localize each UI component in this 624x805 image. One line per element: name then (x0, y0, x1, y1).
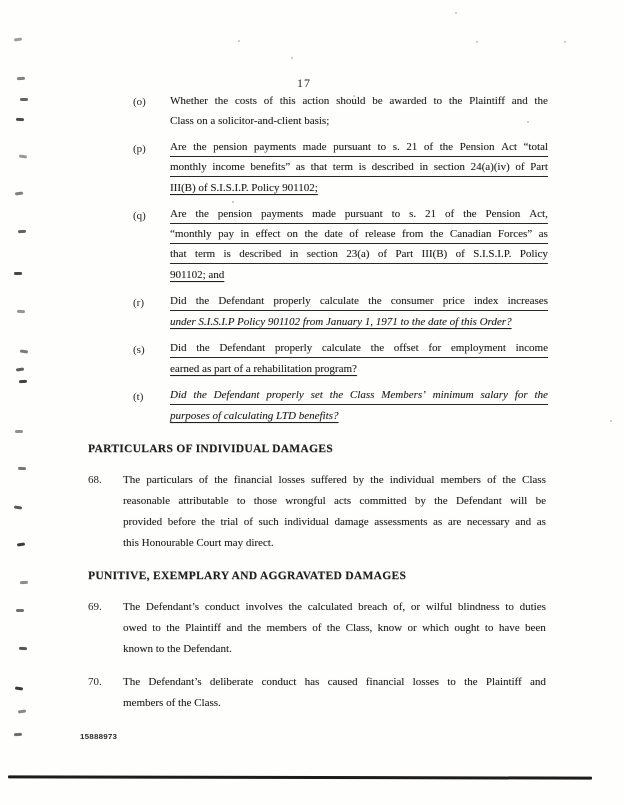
issue-text (170, 92, 548, 132)
left-margin-scan-mark (20, 581, 28, 585)
issue-line: earned as part of a rehabilitation program? (170, 363, 357, 375)
scan-speck (564, 41, 566, 43)
issue-line: 901102; and (170, 269, 225, 281)
issue-text (170, 206, 548, 286)
scan-speck (291, 57, 293, 59)
numbered-paragraph (88, 672, 548, 714)
left-margin-scan-mark (17, 77, 25, 81)
scan-speck (470, 213, 472, 215)
issue-item-o (88, 92, 548, 132)
left-margin-scan-mark (15, 430, 23, 433)
left-margin-scan-mark (14, 37, 22, 41)
issue-text (170, 340, 548, 380)
section-heading: PARTICULARS OF INDIVIDUAL DAMAGES (88, 443, 333, 455)
left-margin-scan-mark (16, 609, 24, 612)
issue-item-s (88, 340, 548, 380)
scan-speck (353, 95, 355, 97)
scan-speck (232, 201, 234, 203)
issue-text (170, 387, 548, 427)
paragraph-line: owed to the Plaintiff and the members of the Class, know or which ought to have been (123, 622, 546, 634)
left-margin-scan-mark (14, 272, 22, 275)
issue-line: Are the pension payments made pursuant to s. 21 of the Pension Act “total (170, 139, 548, 157)
issue-label: (q) (133, 210, 146, 222)
numbered-paragraph (88, 597, 548, 660)
scan-speck (238, 40, 240, 42)
issue-text (170, 139, 548, 199)
paragraph-line: The Defendant’s conduct involves the calculated breach of, or wilful blindness to duties (123, 601, 546, 613)
issue-item-p (88, 139, 548, 199)
issue-line: III(B) of S.I.S.I.P. Policy 901102; (170, 182, 318, 194)
scan-speck (527, 121, 529, 123)
paragraph-line: members of the Class. (123, 697, 221, 709)
paragraph-number: 70. (88, 676, 102, 688)
section-heading: PUNITIVE, EXEMPLARY AND AGGRAVATED DAMAGES (88, 570, 407, 582)
issue-line: Whether the costs of this action should be awarded to the Plaintiff and the (170, 95, 548, 107)
left-margin-scan-mark (14, 733, 22, 737)
issue-line: Are the pension payments made pursuant to s. 21 of the Pension Act, (170, 206, 548, 224)
issue-item-t (88, 387, 548, 427)
issue-line: Did the Defendant properly calculate the offset for employment income (170, 340, 548, 358)
issue-line: Did the Defendant properly calculate the consumer price index increases (170, 293, 548, 311)
left-margin-scan-mark (19, 647, 27, 651)
issue-label: (p) (133, 143, 146, 155)
paragraph-number: 69. (88, 601, 102, 613)
left-margin-scan-mark (15, 686, 23, 690)
scan-speck (476, 41, 478, 43)
left-margin-scan-mark (18, 709, 26, 713)
left-margin-scan-mark (16, 118, 24, 122)
paragraph-line: provided before the trial of such individual damage assessments as are necessary and as (123, 516, 546, 528)
issue-line: under S.I.S.I.P Policy 901102 from January 1, 1971 to the date of this Order? (170, 316, 512, 328)
left-margin-scan-mark (16, 367, 24, 371)
page-edge-scan-line (8, 775, 592, 779)
scan-speck (455, 12, 457, 14)
document-body (88, 92, 548, 726)
issue-line: that term is described in section 23(a) of Part III(B) of S.I.S.I.P. Policy (170, 246, 548, 264)
left-margin-scan-mark (19, 154, 27, 158)
issue-line: Did the Defendant properly set the Class Members’ minimum salary for the (170, 387, 548, 405)
numbered-paragraph (88, 470, 548, 554)
paragraph-line: The Defendant’s deliberate conduct has caused financial losses to the Plaintiff and (123, 676, 546, 688)
left-margin-scan-mark (20, 98, 28, 101)
issue-text (170, 293, 548, 333)
paragraph-line: The particulars of the financial losses suffered by the individual members of the Class (123, 474, 546, 486)
left-margin-scan-mark (14, 505, 22, 509)
issue-label: (o) (133, 96, 146, 108)
issue-line: Class on a solicitor-and-client basis; (170, 115, 330, 127)
issue-item-q (88, 206, 548, 286)
left-margin-scan-mark (17, 542, 25, 546)
paragraph-text (123, 470, 546, 554)
paragraph-text (123, 597, 546, 660)
issue-item-r (88, 293, 548, 333)
paragraph-number: 68. (88, 474, 102, 486)
paragraph-text (123, 672, 546, 714)
issue-line: purposes of calculating LTD benefits? (170, 410, 339, 422)
issue-label: (r) (133, 297, 144, 309)
common-issues-list (88, 92, 548, 427)
left-margin-scan-mark (18, 230, 26, 234)
paragraph-line: known to the Defendant. (123, 643, 232, 655)
left-margin-scan-mark (15, 191, 23, 195)
issue-label: (s) (133, 344, 145, 356)
issue-line: “monthly pay in effect on the date of release from the Canadian Forces” as (170, 226, 548, 244)
issue-line: monthly income benefits” as that term is described in section 24(a)(iv) of Part (170, 159, 548, 177)
issue-label: (t) (133, 391, 144, 403)
document-sections (88, 441, 548, 714)
paragraph-line: this Honourable Court may direct. (123, 537, 274, 549)
paragraph-line: reasonable attributable to those wrongful acts committed by the Defendant will be (123, 495, 546, 507)
page-number: 17 (297, 76, 311, 90)
left-margin-scan-mark (20, 349, 28, 353)
left-margin-scan-mark (17, 310, 25, 314)
left-margin-scan-mark (18, 467, 26, 471)
footer-document-id: 15888973 (80, 732, 118, 741)
scan-speck (610, 420, 612, 422)
left-margin-scan-mark (19, 380, 27, 384)
